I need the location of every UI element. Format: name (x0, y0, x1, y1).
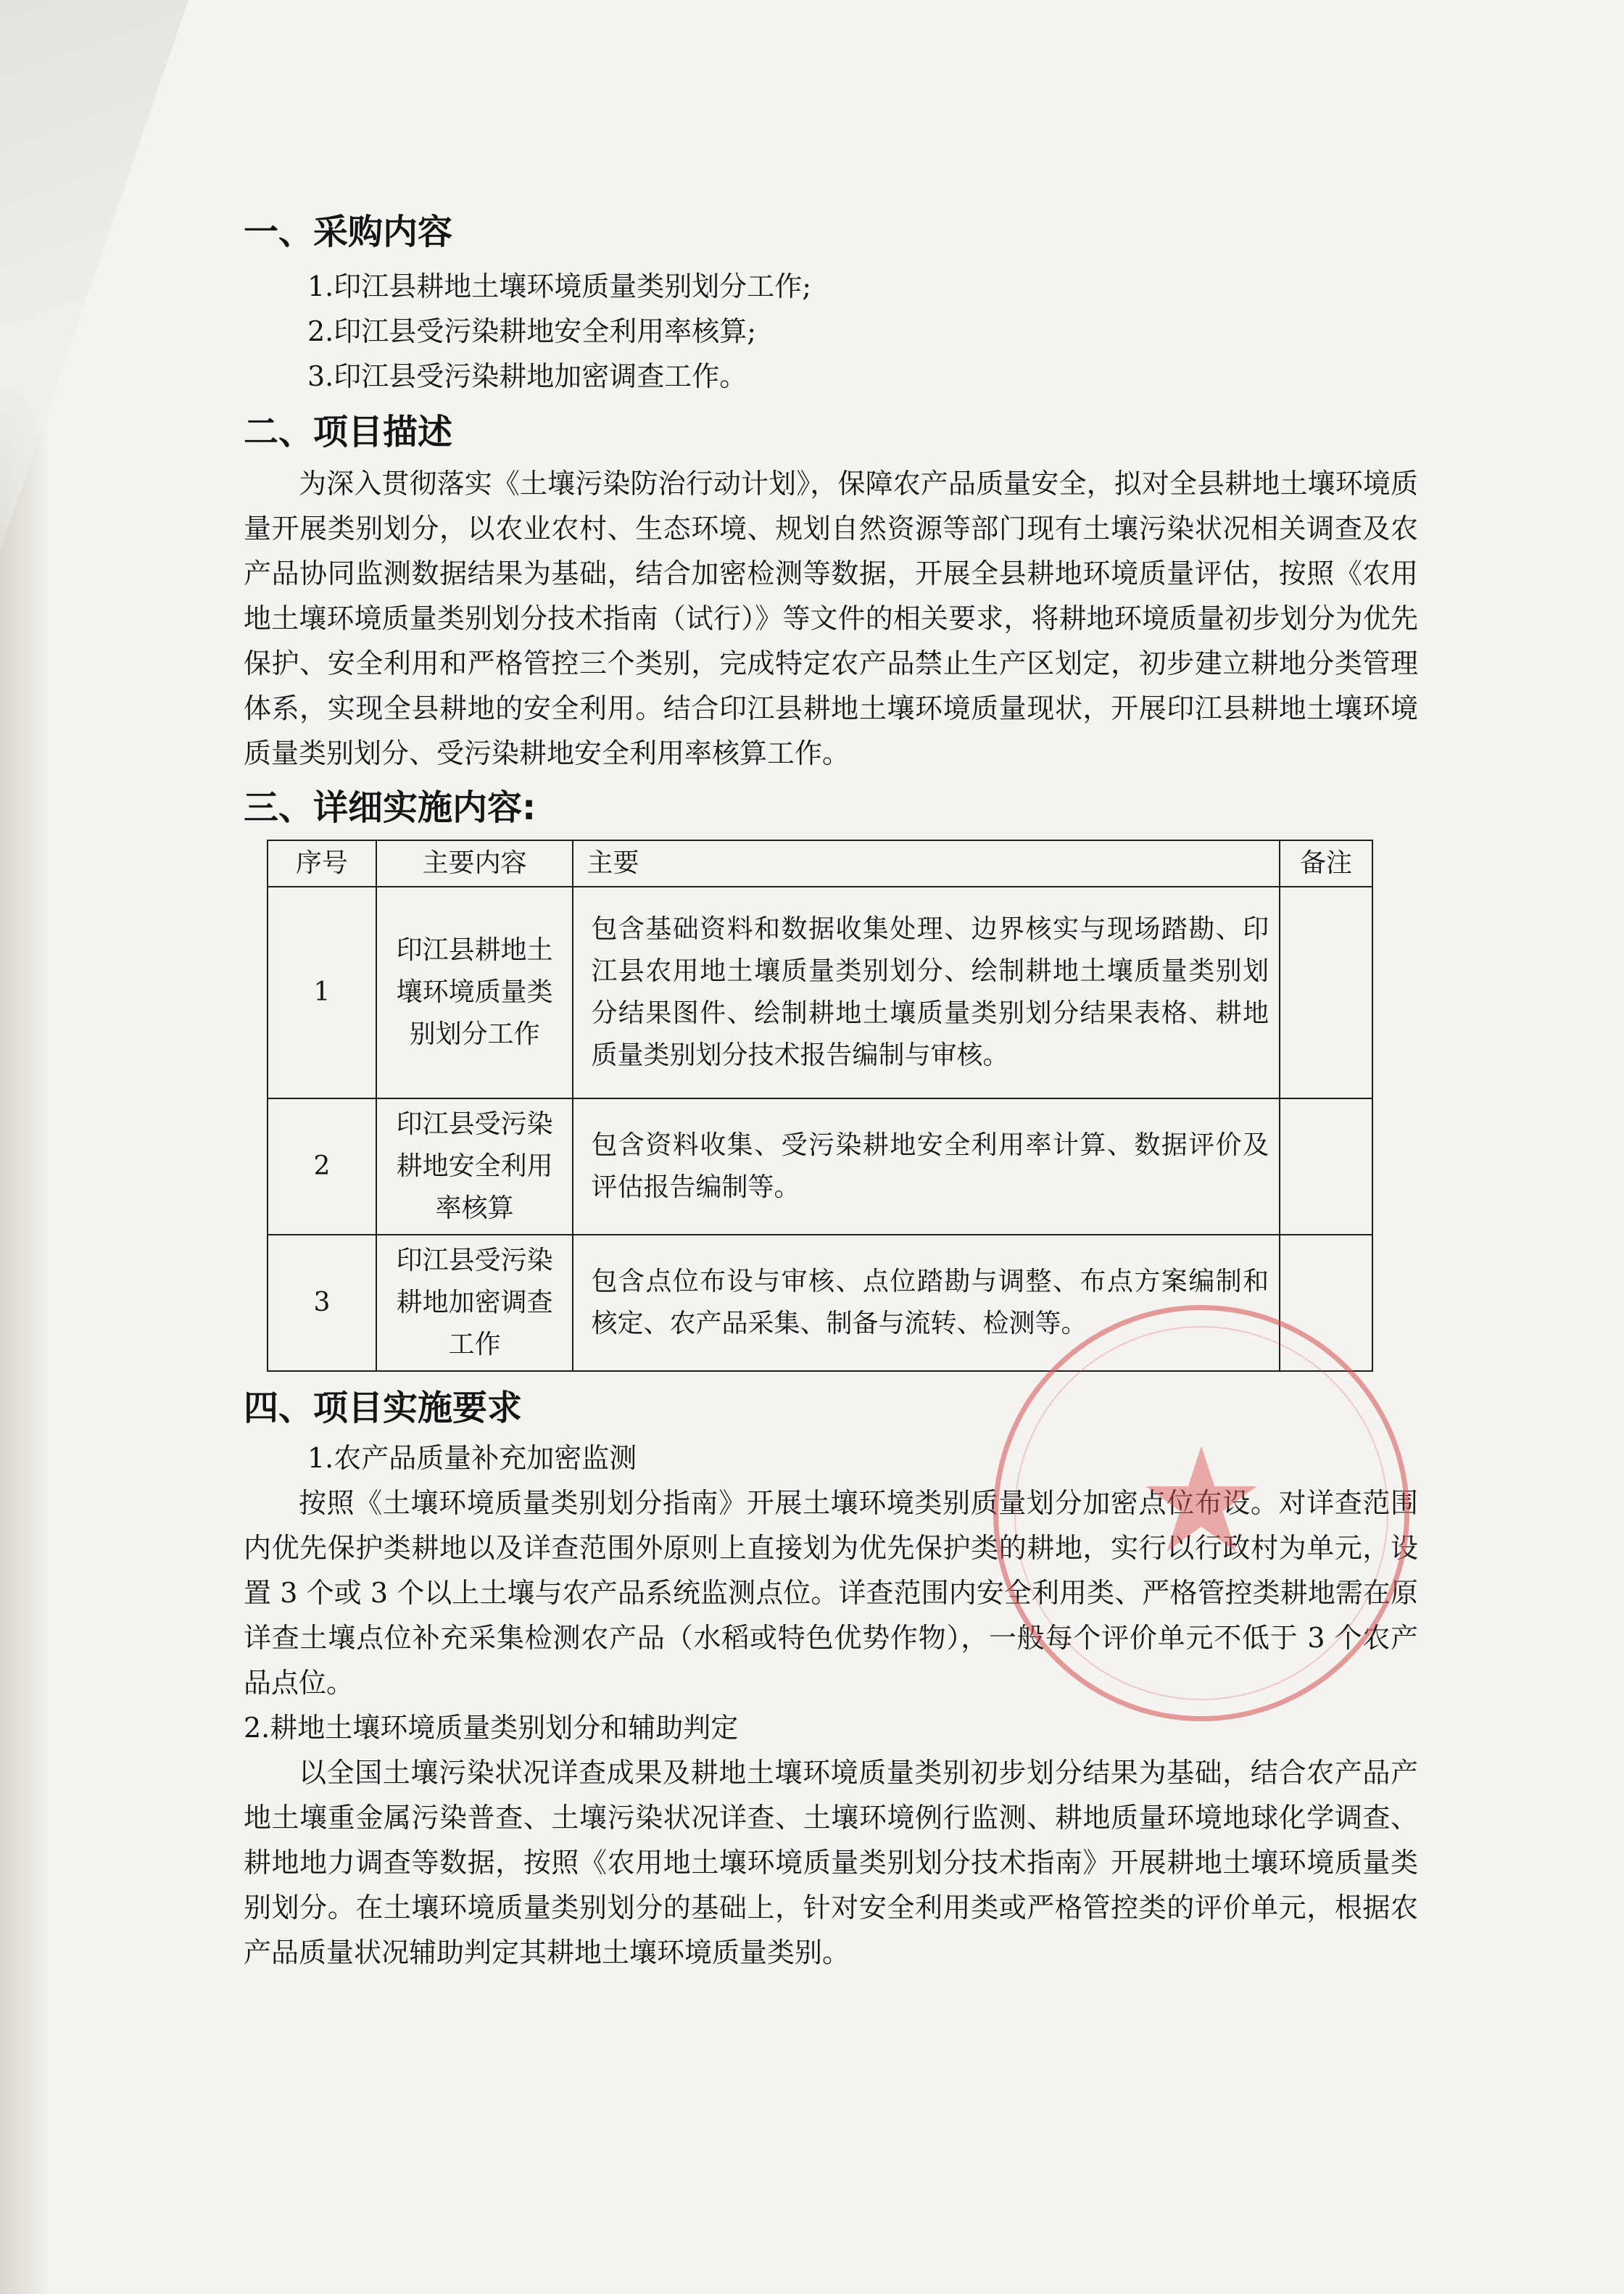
list-item: 1.印江县耕地土壤环境质量类别划分工作; (307, 270, 812, 302)
row-number: 3 (268, 1235, 376, 1371)
table-row (268, 887, 1372, 1098)
subsection-title: 2.耕地土壤环境质量类别划分和辅助判定 (244, 1712, 739, 1744)
list-item: 3.印江县受污染耕地加密调查工作。 (307, 360, 747, 392)
page-curl-corner (0, 0, 188, 551)
table-row (268, 1098, 1372, 1235)
row-name: 印江县耕地土壤环境质量类别划分工作 (376, 887, 573, 1098)
requirements-paragraph: 以全国土壤污染状况详查成果及耕地土壤环境质量类别初步划分结果为基础，结合农产品产地土壤重金属污染普查、土壤污染状况详查、土壤环境例行监测、耕地质量环境地球化学调查、耕地地力调查等数据，按照《农用地土壤环境质量类别划分技术指南》开展耕地土壤环境质量类别划分。在土壤环境质量类别划分的基础上，针对安全利用类或严格管控类的评价单元，根据农产品质量状况辅助判定其耕地土壤环境质量类别。 (244, 1757, 1418, 1968)
table-header-row (268, 840, 1372, 887)
requirements-paragraph: 按照《土壤环境质量类别划分指南》开展土壤环境类别质量划分加密点位布设。对详查范围内优先保护类耕地以及详查范围外原则上直接划为优先保护类的耕地，实行以行政村为单元，设置 3 个或 3 个以上土壤与农产品系统监测点位。详查范围内安全利用类、严格管控类耕地需在原详查土壤点位补充采集检测农产品（水稻或特色优势作物），一般每个评价单元不低于 3 个农产品点位。 (244, 1487, 1418, 1699)
row-note (1280, 887, 1372, 1098)
col-header-remarks: 备注 (1280, 840, 1372, 887)
description-paragraph: 为深入贯彻落实《土壤污染防治行动计划》，保障农产品质量安全，拟对全县耕地土壤环境质量开展类别划分，以农业农村、生态环境、规划自然资源等部门现有土壤污染状况相关调查及农产品协同监测数据结果为基础，结合加密检测等数据，开展全县耕地环境质量评估，按照《农用地土壤环境质量类别划分技术指南（试行）》等文件的相关要求，将耕地环境质量初步划分为优先保护、安全利用和严格管控三个类别，完成特定农产品禁止生产区划定，初步建立耕地分类管理体系，实现全县耕地的安全利用。结合印江县耕地土壤环境质量现状，开展印江县耕地土壤环境质量类别划分、受污染耕地安全利用率核算工作。 (244, 468, 1418, 769)
row-description: 包含基础资料和数据收集处理、边界核实与现场踏勘、印江县农用地土壤质量类别划分、绘制耕地土壤质量类别划分结果图件、绘制耕地土壤质量类别划分结果表格、耕地质量类别划分技术报告编制与审核。 (573, 887, 1280, 1098)
row-note (1280, 1098, 1372, 1235)
list-item: 2.印江县受污染耕地安全利用率核算; (307, 315, 757, 347)
col-header-main: 主要 (573, 840, 1280, 887)
official-seal (993, 1305, 1409, 1721)
row-name: 印江县受污染耕地加密调查工作 (376, 1235, 573, 1371)
col-header-number: 序号 (268, 840, 376, 887)
row-name: 印江县受污染耕地安全利用率核算 (376, 1098, 573, 1235)
col-header-content: 主要内容 (376, 840, 573, 887)
section-heading-description: 二、项目描述 (244, 412, 453, 452)
row-description: 包含点位布设与审核、点位踏勘与调整、布点方案编制和核定、农产品采集、制备与流转、检测等。 (573, 1235, 1280, 1371)
row-number: 1 (268, 887, 376, 1098)
seal-star-icon: ★ (1136, 1417, 1267, 1586)
row-description: 包含资料收集、受污染耕地安全利用率计算、数据评价及评估报告编制等。 (573, 1098, 1280, 1235)
section-heading-requirements: 四、项目实施要求 (244, 1388, 523, 1428)
row-number: 2 (268, 1098, 376, 1235)
section-heading-procurement: 一、采购内容 (244, 212, 453, 252)
section-heading-details: 三、详细实施内容: (244, 787, 536, 828)
subsection-title: 1.农产品质量补充加密监测 (307, 1442, 637, 1474)
implementation-table (267, 840, 1373, 1372)
